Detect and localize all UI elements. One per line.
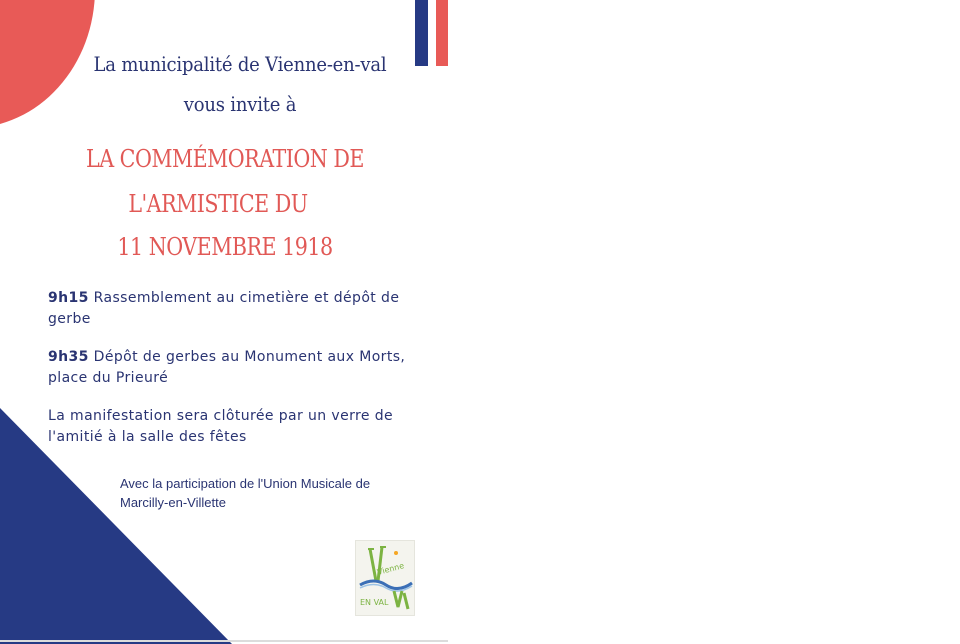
program-time: 9h15 <box>48 290 89 306</box>
logo-graphic <box>356 541 414 615</box>
title-line-3: 11 NOVEMBRE 1918 <box>117 233 333 261</box>
program-text: Dépôt de gerbes au Monument aux Morts, place du Prieuré <box>48 349 406 386</box>
title-line-1: LA COMMÉMORATION DE <box>86 145 364 173</box>
title-line-2: L'ARMISTICE DU <box>128 190 308 218</box>
program-item <box>48 406 408 448</box>
program-item <box>48 288 408 330</box>
intro-line-2: vous invite à <box>183 92 297 116</box>
participation-note: Avec la participation de l'Union Musicale de Marcilly-en-Villette <box>120 476 371 510</box>
program-text: Rassemblement au cimetière et dépôt de gerbe <box>48 290 400 327</box>
poster-bottom-edge <box>0 640 448 642</box>
program-item <box>48 347 408 389</box>
vienne-en-val-logo <box>355 540 415 616</box>
invitation-poster <box>0 0 448 644</box>
program-time: 9h35 <box>48 349 89 365</box>
logo-text-top: Vienne <box>376 561 406 577</box>
program-text: La manifestation sera clôturée par un verre de l'amitié à la salle des fêtes <box>48 408 394 445</box>
logo-text-bottom: EN VAL <box>360 598 389 607</box>
intro-line-1: La municipalité de Vienne-en-val <box>93 52 387 76</box>
